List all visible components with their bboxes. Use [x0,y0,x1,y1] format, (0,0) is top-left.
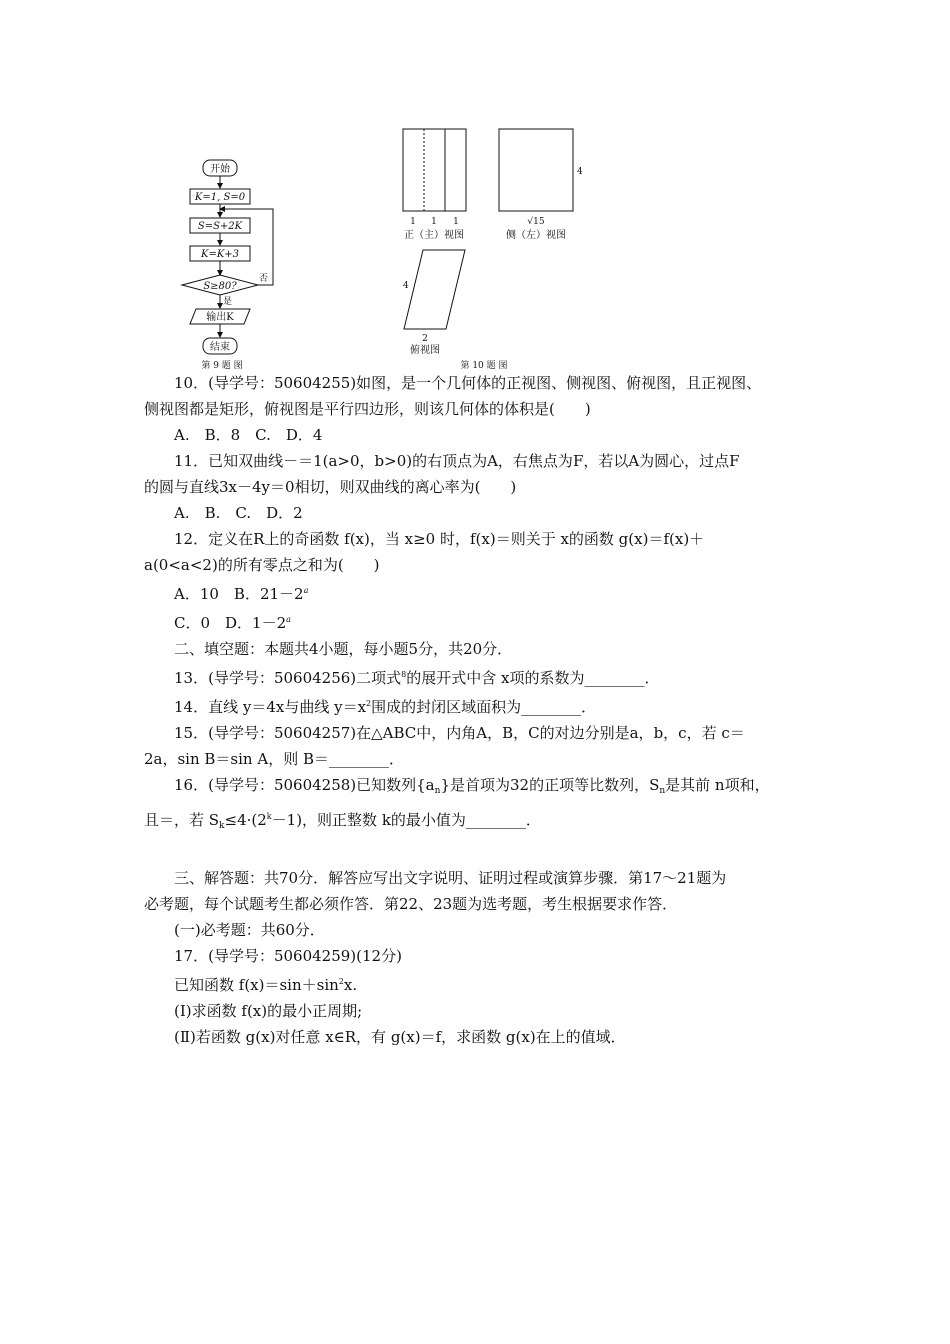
q17-heading: 17．(导学号：50604259)(12分) [174,947,402,965]
q13-line [174,662,814,691]
q16-a-post: 是其前 n项和， [665,776,770,794]
front-dim-3: 1 [453,217,459,227]
q13-sup: 8 [401,670,407,679]
q14-line [174,691,814,720]
q16-a-mid: }是首项为32的正项等比数列，S [440,776,660,794]
q16-a-sub2: n [659,786,666,796]
q16-b-sup: k [266,812,272,821]
q11-line2: 的圆与直线3x－4y＝0相切，则双曲线的离心率为( ) [144,478,517,496]
q15-line1: 15．(导学号：50604257)在△ABC中，内角A，B，C的对边分别是a，b，c，若 c＝ [174,724,745,742]
q14-pre: 14．直线 y＝4x与曲线 y＝x [174,698,367,716]
q17-given-sup: 2 [338,977,344,986]
flow-output-text: 输出K [206,312,234,323]
flow-no-label: 否 [259,274,269,284]
q12-opt1-sup: a [303,586,309,595]
top-height-label: 4 [403,281,409,291]
top-width-label: 2 [422,334,428,344]
q11-options: A. B. C. D．2 [174,504,303,522]
q13-pre: 13．(导学号：50604256)二项式 [174,669,402,687]
side-width-label: √15 [527,217,545,227]
q17-given-post: x. [343,976,358,994]
flow-init-text: K=1, S=0 [194,192,246,203]
q12-options-cd [174,607,814,636]
q17-part2: (Ⅱ)若函数 g(x)对任意 x∈R，有 g(x)＝f，求函数 g(x)在上的值域． [174,1028,626,1046]
side-height-label: 4 [577,167,583,177]
q12-opt1-text: A．10 B．21－2 [174,585,304,603]
q14-sup: 2 [366,699,372,708]
flow-step2-text: K=K+3 [200,249,240,260]
q15-line2: 2a，sin B＝sin A，则 B＝________． [144,750,404,768]
q10-line1: 10．(导学号：50604255)如图，是一个几何体的正视图、侧视图、俯视图，且正视图、 [174,374,762,392]
q16-b-mid: ≤4·(2 [224,811,267,829]
q12-options-ab [174,578,814,607]
q16-b-pre: 且＝，若 S [144,811,220,829]
front-dim-1: 1 [410,217,416,227]
section3-line1: 三、解答题：共70分．解答应写出文字说明、证明过程或演算步骤．第17～21题为 [174,869,727,887]
flow-start-text: 开始 [210,164,230,175]
q14-post: 围成的封闭区域面积为________． [371,698,597,716]
fig9-caption: 第 9 题 图 [201,361,243,370]
q16-line1 [174,772,814,804]
flow-step1-text: S=S+2K [197,221,243,232]
section3-line2: 必考题，每个试题考生都必须作答．第22、23题为选考题，考生根据要求作答． [144,895,678,913]
side-view-rect [499,129,573,211]
q16-a-pre: 16．(导学号：50604258)已知数列{a [174,776,435,794]
fig10-caption: 第 10 题 图 [460,361,508,370]
front-dim-2: 1 [431,217,437,227]
q13-post: 的展开式中含 x项的系数为________． [406,669,660,687]
q16-a-sub: n [434,786,441,796]
q12-line2: a(0<a<2)的所有零点之和为( ) [144,556,380,574]
flow-decision-text: S≥80? [203,281,237,292]
q12-line1: 12．定义在R上的奇函数 f(x)，当 x≥0 时，f(x)＝则关于 x的函数 g(x)＝f(x)＋ [174,530,705,548]
q12-opt2-sup: a [286,615,291,624]
q11-line1: 11．已知双曲线－＝1(a>0，b>0)的右顶点为A，右焦点为F，若以A为圆心，过点F [174,452,740,470]
q12-opt2-text: C．0 D．1－2 [174,614,287,632]
front-view-rect [403,129,466,211]
q17-given-pre: 已知函数 f(x)＝sin＋sin [174,976,339,994]
q16-b-post: －1)，则正整数 k的最小值为________． [271,811,541,829]
q10-options: A. B．8 C. D．4 [174,426,323,444]
top-view-label: 俯视图 [410,345,440,356]
flow-yes-label: 是 [223,297,233,307]
q17-given [174,969,814,998]
section3-required: (一)必考题：共60分． [174,921,325,939]
q17-part1: (Ⅰ)求函数 f(x)的最小正周期; [174,1002,363,1020]
top-view-parallelogram [404,250,465,329]
three-views-figure [380,120,610,370]
q10-line2: 侧视图都是矩形，俯视图是平行四边形，则该几何体的体积是( ) [144,400,591,418]
questions-body [144,370,814,1050]
q16-line2 [144,804,814,839]
section2-heading: 二、填空题：本题共4小题，每小题5分，共20分． [174,640,513,658]
side-view-label: 侧（左）视图 [506,230,566,241]
flow-end-text: 结束 [210,342,230,353]
q16-b-sub: k [219,821,225,831]
flowchart-figure [170,150,300,370]
front-view-label: 正（主）视图 [404,230,464,241]
